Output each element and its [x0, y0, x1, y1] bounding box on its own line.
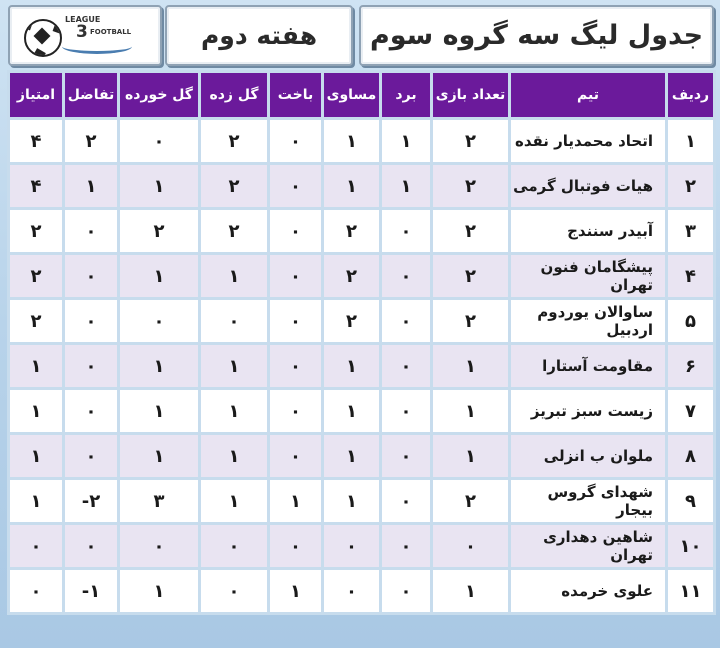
table-row: [9, 479, 715, 524]
rank-cell: ۴: [667, 254, 715, 299]
rank-cell: ۹: [667, 479, 715, 524]
goals-against-cell: ۳: [119, 479, 200, 524]
column-header-draw: مساوی: [323, 72, 381, 119]
loss-cell: ۰: [269, 119, 323, 164]
goal-diff-cell: ۰: [64, 524, 119, 569]
loss-cell: ۰: [269, 254, 323, 299]
goals-for-cell: ۰: [200, 524, 269, 569]
table-row: [9, 434, 715, 479]
win-cell: ۰: [381, 344, 432, 389]
team-cell: هیات فوتبال گرمی: [510, 164, 667, 209]
win-cell: ۰: [381, 389, 432, 434]
team-cell: علوی خرمده: [510, 569, 667, 614]
loss-cell: ۰: [269, 209, 323, 254]
rank-cell: ۱۱: [667, 569, 715, 614]
goal-diff-cell: ۰: [64, 434, 119, 479]
week-panel: [165, 5, 353, 66]
win-cell: ۰: [381, 569, 432, 614]
win-cell: ۰: [381, 254, 432, 299]
loss-cell: ۰: [269, 344, 323, 389]
football-icon: [24, 19, 62, 57]
win-cell: ۱: [381, 119, 432, 164]
draw-cell: ۰: [323, 569, 381, 614]
points-cell: ۲: [9, 299, 64, 344]
logo-league-text: LEAGUE: [65, 15, 101, 24]
column-header-team: تیم: [510, 72, 667, 119]
goals-for-cell: ۲: [200, 209, 269, 254]
played-cell: ۱: [432, 389, 510, 434]
played-cell: ۲: [432, 254, 510, 299]
table-row: [9, 164, 715, 209]
team-cell: زیست سبز تبریز: [510, 389, 667, 434]
draw-cell: ۱: [323, 344, 381, 389]
points-cell: ۱: [9, 479, 64, 524]
league-table: [7, 70, 716, 615]
draw-cell: ۱: [323, 479, 381, 524]
goal-diff-cell: ۱-: [64, 569, 119, 614]
rank-cell: ۱۰: [667, 524, 715, 569]
points-cell: ۰: [9, 524, 64, 569]
played-cell: ۲: [432, 299, 510, 344]
points-cell: ۱: [9, 389, 64, 434]
team-cell: پیشگامان فنون تهران: [510, 254, 667, 299]
table-row: [9, 209, 715, 254]
win-cell: ۰: [381, 479, 432, 524]
rank-cell: ۲: [667, 164, 715, 209]
goal-diff-cell: ۲-: [64, 479, 119, 524]
goals-for-cell: ۱: [200, 254, 269, 299]
rank-cell: ۵: [667, 299, 715, 344]
loss-cell: ۰: [269, 389, 323, 434]
logo-swoosh: [62, 39, 132, 54]
goals-against-cell: ۲: [119, 209, 200, 254]
logo-panel: [8, 5, 162, 66]
column-header-goals-for: گل زده: [200, 72, 269, 119]
team-cell: آبیدر سنندج: [510, 209, 667, 254]
draw-cell: ۰: [323, 524, 381, 569]
goals-for-cell: ۱: [200, 389, 269, 434]
loss-cell: ۰: [269, 524, 323, 569]
loss-cell: ۰: [269, 164, 323, 209]
win-cell: ۰: [381, 209, 432, 254]
played-cell: ۲: [432, 209, 510, 254]
goals-against-cell: ۱: [119, 434, 200, 479]
goals-against-cell: ۱: [119, 569, 200, 614]
column-header-goals-against: گل خورده: [119, 72, 200, 119]
table-row: [9, 299, 715, 344]
points-cell: ۴: [9, 164, 64, 209]
draw-cell: ۱: [323, 119, 381, 164]
team-cell: اتحاد محمدیار نقده: [510, 119, 667, 164]
table-row: [9, 569, 715, 614]
points-cell: ۱: [9, 344, 64, 389]
goal-diff-cell: ۰: [64, 389, 119, 434]
loss-cell: ۰: [269, 299, 323, 344]
column-header-points: امتیاز: [9, 72, 64, 119]
title-panel: [359, 5, 714, 66]
table-row: [9, 524, 715, 569]
goals-against-cell: ۰: [119, 119, 200, 164]
win-cell: ۰: [381, 524, 432, 569]
rank-cell: ۸: [667, 434, 715, 479]
logo-football-text: FOOTBALL: [90, 28, 132, 36]
points-cell: ۰: [9, 569, 64, 614]
loss-cell: ۱: [269, 569, 323, 614]
goals-for-cell: ۰: [200, 569, 269, 614]
played-cell: ۲: [432, 479, 510, 524]
goal-diff-cell: ۰: [64, 344, 119, 389]
win-cell: ۱: [381, 164, 432, 209]
draw-cell: ۱: [323, 164, 381, 209]
page-title: جدول لیگ سه گروه سوم: [369, 20, 704, 51]
column-header-goal-diff: تفاضل: [64, 72, 119, 119]
rank-cell: ۳: [667, 209, 715, 254]
goals-for-cell: ۲: [200, 164, 269, 209]
table-row: [9, 119, 715, 164]
table-row: [9, 254, 715, 299]
draw-cell: ۲: [323, 254, 381, 299]
goals-against-cell: ۰: [119, 524, 200, 569]
table-row: [9, 344, 715, 389]
team-cell: شهدای گروس بیجار: [510, 479, 667, 524]
goals-against-cell: ۱: [119, 164, 200, 209]
goals-against-cell: ۱: [119, 344, 200, 389]
played-cell: ۱: [432, 569, 510, 614]
goals-against-cell: ۱: [119, 254, 200, 299]
win-cell: ۰: [381, 434, 432, 479]
goals-for-cell: ۱: [200, 434, 269, 479]
draw-cell: ۲: [323, 299, 381, 344]
goal-diff-cell: ۰: [64, 299, 119, 344]
points-cell: ۱: [9, 434, 64, 479]
draw-cell: ۱: [323, 434, 381, 479]
played-cell: ۲: [432, 119, 510, 164]
logo-number: 3: [76, 22, 88, 42]
team-cell: ملوان ب انزلی: [510, 434, 667, 479]
column-header-loss: باخت: [269, 72, 323, 119]
points-cell: ۲: [9, 254, 64, 299]
goals-against-cell: ۰: [119, 299, 200, 344]
rank-cell: ۷: [667, 389, 715, 434]
table-row: [9, 389, 715, 434]
loss-cell: ۱: [269, 479, 323, 524]
team-cell: شاهین دهداری تهران: [510, 524, 667, 569]
goal-diff-cell: ۰: [64, 254, 119, 299]
goals-for-cell: ۱: [200, 479, 269, 524]
goals-for-cell: ۲: [200, 119, 269, 164]
win-cell: ۰: [381, 299, 432, 344]
goals-for-cell: ۰: [200, 299, 269, 344]
points-cell: ۴: [9, 119, 64, 164]
column-header-win: برد: [381, 72, 432, 119]
goal-diff-cell: ۲: [64, 119, 119, 164]
played-cell: ۱: [432, 344, 510, 389]
rank-cell: ۶: [667, 344, 715, 389]
goals-for-cell: ۱: [200, 344, 269, 389]
points-cell: ۲: [9, 209, 64, 254]
team-cell: مقاومت آستارا: [510, 344, 667, 389]
draw-cell: ۱: [323, 389, 381, 434]
goal-diff-cell: ۰: [64, 209, 119, 254]
column-header-played: تعداد بازی: [432, 72, 510, 119]
loss-cell: ۰: [269, 434, 323, 479]
played-cell: ۲: [432, 164, 510, 209]
table-header-row: [9, 72, 715, 119]
goals-against-cell: ۱: [119, 389, 200, 434]
draw-cell: ۲: [323, 209, 381, 254]
goal-diff-cell: ۱: [64, 164, 119, 209]
column-header-rank: ردیف: [667, 72, 715, 119]
rank-cell: ۱: [667, 119, 715, 164]
week-label: هفته دوم: [200, 21, 318, 50]
played-cell: ۰: [432, 524, 510, 569]
team-cell: ساوالان یوردوم اردبیل: [510, 299, 667, 344]
played-cell: ۱: [432, 434, 510, 479]
